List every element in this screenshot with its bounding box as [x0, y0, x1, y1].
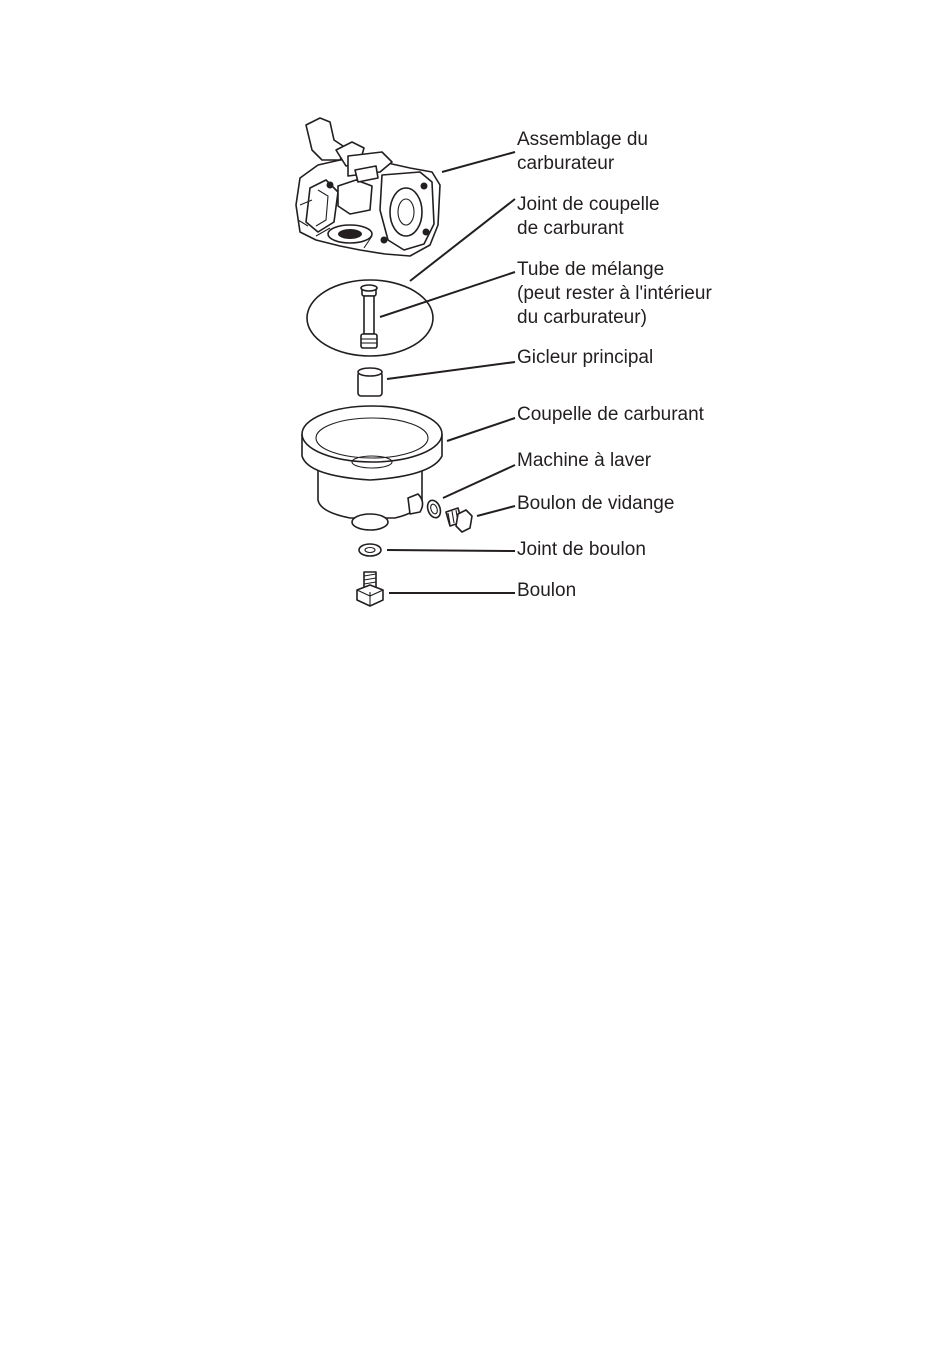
emulsion-tube-drawing: [361, 285, 377, 348]
label-carburetor-assembly-line-2: carburateur: [517, 153, 615, 174]
carburetor-assembly-drawing: [296, 118, 440, 256]
label-bolt-gasket: Joint de boulon: [517, 539, 646, 560]
washer-drawing: [425, 498, 442, 519]
drain-bolt-drawing: [446, 508, 472, 532]
leader-line-main-jet: [387, 362, 515, 379]
bolt-drawing: [357, 572, 383, 606]
label-emulsion-tube-line-1: Tube de mélange: [517, 259, 665, 280]
label-emulsion-tube-line-3: du carburateur): [517, 307, 647, 328]
label-carburetor-assembly-line-1: Assemblage du: [517, 129, 648, 150]
leader-line-fuel-bowl: [447, 418, 515, 441]
label-drain-bolt: Boulon de vidange: [517, 493, 675, 514]
label-emulsion-tube: [517, 258, 712, 330]
label-fuel-bowl: Coupelle de carburant: [517, 404, 704, 425]
label-emulsion-tube-line-2: (peut rester à l'intérieur: [517, 283, 712, 304]
leader-line-washer: [443, 465, 515, 498]
leader-line-carburetor-assembly: [442, 152, 515, 172]
bolt-gasket-drawing: [359, 544, 381, 556]
leader-line-bolt-gasket: [387, 550, 515, 551]
main-jet-drawing: [358, 368, 382, 396]
label-fuel-bowl-gasket: [517, 193, 660, 241]
label-washer: Machine à laver: [517, 450, 652, 471]
label-bolt: Boulon: [517, 580, 577, 601]
label-fuel-bowl-gasket-line-1: Joint de coupelle: [517, 194, 660, 215]
fuel-bowl-drawing: [302, 406, 442, 530]
label-fuel-bowl-gasket-line-2: de carburant: [517, 218, 624, 239]
leader-line-drain-bolt: [477, 506, 515, 516]
label-carburetor-assembly: [517, 128, 648, 176]
label-main-jet: Gicleur principal: [517, 347, 654, 368]
